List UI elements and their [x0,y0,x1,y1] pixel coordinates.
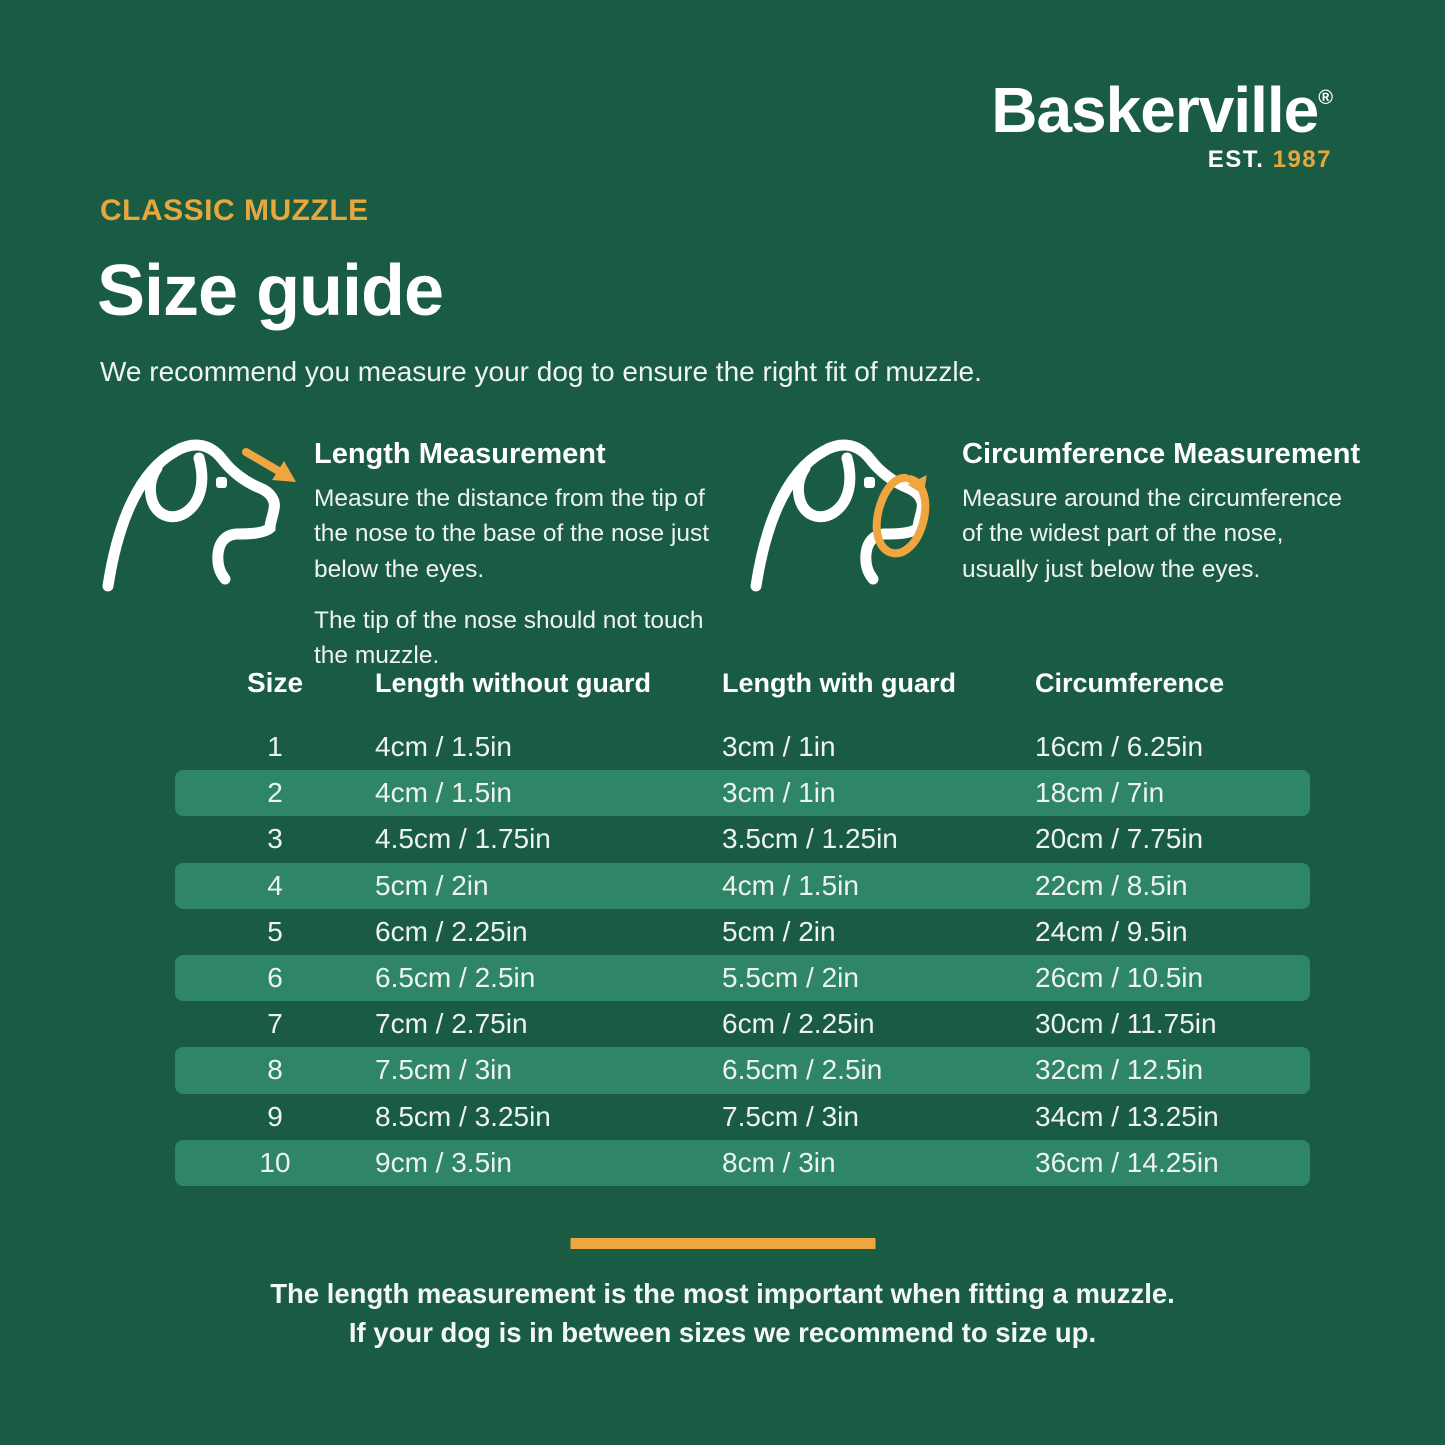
cell-length-without-guard: 6.5cm / 2.5in [375,962,536,994]
cell-circumference: 20cm / 7.75in [1035,823,1204,855]
circumference-measurement-section [744,428,1364,603]
length-measurement-paragraph-1: Measure the distance from the tip of the nose to the base of the nose just below the eyes. [314,485,710,583]
cell-size: 2 [267,777,283,809]
table-row [175,1047,1310,1093]
cell-size: 9 [267,1100,283,1132]
table-row [175,1140,1310,1186]
table-row [175,770,1310,816]
brand-established-line [991,146,1332,174]
table-row [175,1001,1310,1047]
cell-circumference: 36cm / 14.25in [1035,1146,1219,1178]
circumference-measurement-text [962,428,1362,603]
cell-circumference: 16cm / 6.25in [1035,731,1204,763]
length-measurement-title: Length Measurement [314,438,606,470]
table-row [175,1094,1310,1140]
brand-wordmark [991,74,1332,146]
product-name-eyebrow: CLASSIC MUZZLE [100,194,369,227]
cell-size: 4 [267,869,283,901]
page-title: Size guide [97,251,444,331]
circumference-measurement-title: Circumference Measurement [962,438,1361,470]
registered-trademark-symbol: ® [1318,87,1332,109]
cell-circumference: 24cm / 9.5in [1035,915,1188,947]
cell-length-with-guard: 5cm / 2in [722,915,836,947]
cell-circumference: 32cm / 12.5in [1035,1054,1204,1086]
table-row [175,955,1310,1001]
cell-length-with-guard: 8cm / 3in [722,1146,836,1178]
cell-length-without-guard: 5cm / 2in [375,869,489,901]
column-header-circumference: Circumference [1035,667,1225,698]
table-row [175,909,1310,955]
cell-size: 7 [267,1008,283,1040]
cell-length-with-guard: 6.5cm / 2.5in [722,1054,883,1086]
size-table-body [175,724,1310,1186]
column-header-length-without-guard: Length without guard [375,667,651,698]
brand-name: Baskerville [991,74,1319,146]
cell-length-without-guard: 7.5cm / 3in [375,1054,512,1086]
cell-length-without-guard: 7cm / 2.75in [375,1008,528,1040]
length-measurement-text [314,428,734,689]
table-row [175,724,1310,770]
cell-size: 8 [267,1054,283,1086]
cell-length-without-guard: 6cm / 2.25in [375,915,528,947]
length-measurement-section [96,428,744,689]
cell-length-without-guard: 4cm / 1.5in [375,777,512,809]
cell-circumference: 30cm / 11.75in [1035,1008,1217,1040]
size-guide-table [175,662,1310,1186]
cell-length-without-guard: 9cm / 3.5in [375,1146,512,1178]
table-row [175,816,1310,862]
table-row [175,863,1310,909]
cell-circumference: 18cm / 7in [1035,777,1165,809]
cell-length-with-guard: 3.5cm / 1.25in [722,823,898,855]
cell-size: 1 [267,731,283,763]
cell-length-without-guard: 4.5cm / 1.75in [375,823,551,855]
cell-circumference: 34cm / 13.25in [1035,1100,1219,1132]
footer-line-2: If your dog is in between sizes we recommend to size up. [348,1317,1097,1348]
est-label: EST. [1207,146,1265,173]
circumference-measurement-paragraph-1: Measure around the circumference of the widest part of the nose, usually just below the eyes. [962,485,1342,583]
cell-circumference: 22cm / 8.5in [1035,869,1188,901]
cell-length-without-guard: 8.5cm / 3.25in [375,1100,551,1132]
dog-head-circumference-loop-icon [744,428,962,603]
cell-size: 3 [267,823,283,855]
dog-head-length-arrow-icon [96,428,314,689]
cell-size: 5 [267,915,283,947]
footer-note [0,1274,1445,1352]
cell-length-with-guard: 3cm / 1in [722,731,836,763]
cell-circumference: 26cm / 10.5in [1035,962,1204,994]
orange-divider-bar [570,1238,875,1249]
cell-length-with-guard: 6cm / 2.25in [722,1008,875,1040]
brand-logo [991,74,1332,174]
footer-line-1: The length measurement is the most important when fitting a muzzle. [270,1278,1175,1309]
cell-size: 10 [259,1146,291,1178]
page-subtitle: We recommend you measure your dog to ensure the right fit of muzzle. [100,356,982,387]
cell-length-with-guard: 5.5cm / 2in [722,962,859,994]
cell-length-with-guard: 4cm / 1.5in [722,869,859,901]
column-header-length-with-guard: Length with guard [722,667,956,698]
length-measurement-paragraph-2: The tip of the nose should not touch the muzzle. [314,606,704,670]
cell-length-without-guard: 4cm / 1.5in [375,731,512,763]
column-header-size: Size [246,667,304,698]
cell-size: 6 [267,962,283,994]
est-year: 1987 [1272,146,1332,173]
cell-length-with-guard: 7.5cm / 3in [722,1100,859,1132]
size-table-header [175,662,1310,704]
cell-length-with-guard: 3cm / 1in [722,777,836,809]
